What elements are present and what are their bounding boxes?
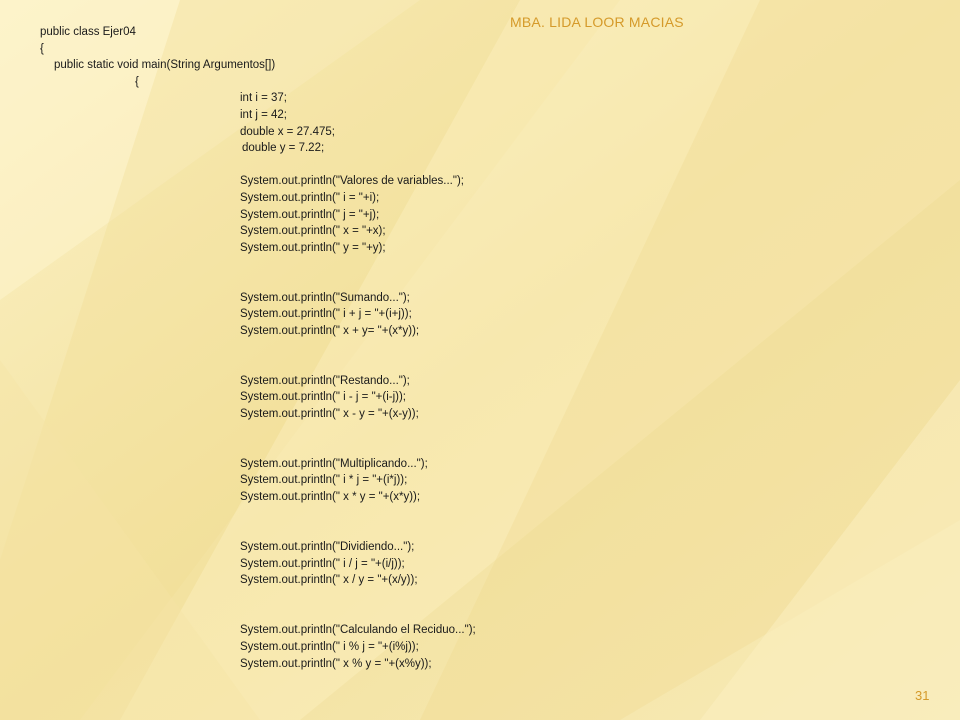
code-line: System.out.println(" i % j = "+(i%j)); xyxy=(240,641,419,653)
code-line: System.out.println("Calculando el Reciduo..."); xyxy=(240,624,476,636)
code-line: System.out.println(" i / j = "+(i/j)); xyxy=(240,558,405,570)
code-line: int i = 37; xyxy=(240,92,287,104)
code-line: double x = 27.475; xyxy=(240,126,335,138)
code-block xyxy=(0,0,476,670)
code-line: { xyxy=(40,43,44,55)
code-line: System.out.println(" i = "+i); xyxy=(240,192,380,204)
code-line: System.out.println(" x * y = "+(x*y)); xyxy=(240,491,421,503)
code-line: System.out.println("Sumando..."); xyxy=(240,292,410,304)
code-line: System.out.println(" y = "+y); xyxy=(240,242,386,254)
code-line: System.out.println(" i * j = "+(i*j)); xyxy=(240,474,408,486)
code-line: { xyxy=(135,76,139,88)
code-line: System.out.println("Dividiendo..."); xyxy=(240,541,415,553)
code-line: System.out.println(" x - y = "+(x-y)); xyxy=(240,408,419,420)
code-line: System.out.println(" x + y= "+(x*y)); xyxy=(240,325,420,337)
code-line: public class Ejer04 xyxy=(40,26,136,38)
code-line: System.out.println(" x = "+x); xyxy=(240,225,386,237)
code-line: System.out.println("Valores de variables..."); xyxy=(240,175,464,187)
code-line: public static void main(String Argumentos[]) xyxy=(54,59,276,71)
code-line: System.out.println(" j = "+j); xyxy=(240,209,380,221)
code-line: int j = 42; xyxy=(240,109,287,121)
code-line: System.out.println(" x / y = "+(x/y)); xyxy=(240,574,418,586)
code-line: System.out.println("Restando..."); xyxy=(240,375,410,387)
code-line: System.out.println(" i + j = "+(i+j)); xyxy=(240,308,412,320)
code-line: System.out.println("Multiplicando..."); xyxy=(240,458,428,470)
code-line: System.out.println(" x % y = "+(x%y)); xyxy=(240,658,432,670)
author-header: MBA. LIDA LOOR MACIAS xyxy=(510,14,684,30)
code-line: System.out.println(" i - j = "+(i-j)); xyxy=(240,391,407,403)
code-line: double y = 7.22; xyxy=(242,142,325,154)
page-number: 31 xyxy=(915,688,930,703)
